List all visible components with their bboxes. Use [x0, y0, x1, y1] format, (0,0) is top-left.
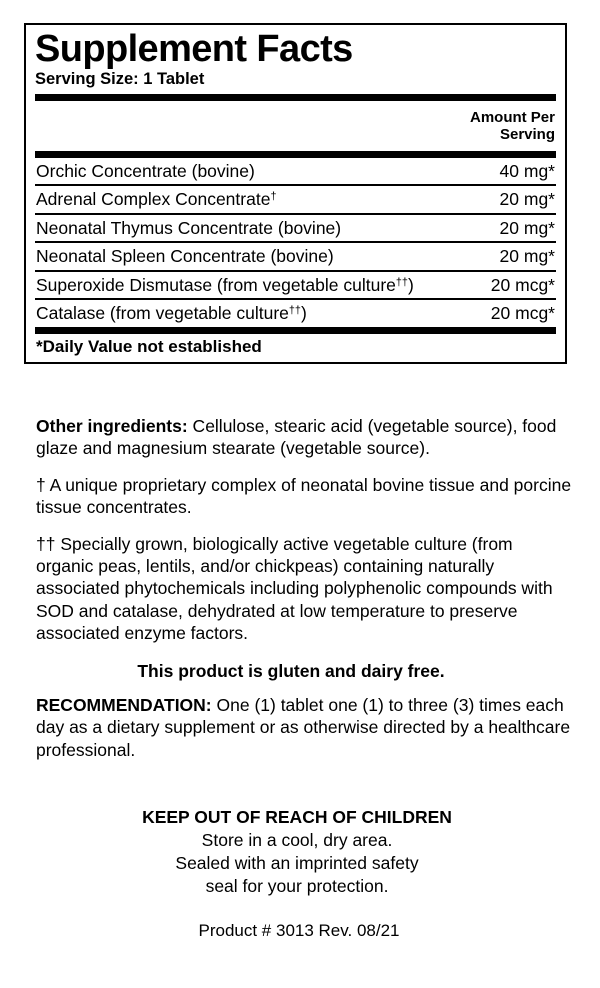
header-blank-cell [35, 101, 460, 151]
product-line-spacer [36, 898, 574, 920]
dagger-footnote-paragraph: † A unique proprietary complex of neonatal bovine tissue and porcine tissue concentrates. [36, 474, 572, 518]
ingredient-name [35, 158, 460, 185]
ingredient-name-text: Adrenal Complex Concentrate [36, 189, 271, 210]
other-ingredients-text: Cellulose, stearic acid (vegetable source), food glaze and magnesium stearate (vegetable source). [36, 416, 557, 459]
ingredient-amount: 20 mcg* [490, 274, 555, 295]
ingredient-name [35, 243, 460, 270]
dagger-marker: † [270, 190, 277, 203]
storage-line-1: Store in a cool, dry area. [201, 829, 393, 850]
daily-value-footnote: *Daily Value not established [36, 336, 262, 356]
recommendation-paragraph [36, 694, 574, 761]
ingredient-name-text: Neonatal Thymus Concentrate (bovine) [36, 217, 342, 238]
ingredient-amount: 40 mg* [499, 160, 555, 181]
label-body-copy [36, 415, 574, 942]
supplement-facts-panel [24, 23, 567, 364]
keep-out-of-reach-heading: KEEP OUT OF REACH OF CHILDREN [142, 807, 452, 828]
rule-under-serving-size [35, 94, 556, 101]
amount-per-serving-header [460, 101, 556, 151]
ingredient-name [35, 272, 460, 299]
table-row [35, 186, 556, 213]
table-row [35, 272, 556, 299]
storage-instructions [36, 829, 574, 898]
ingredient-name-text: Orchic Concentrate (bovine) [36, 160, 255, 181]
ingredient-name-text: Neonatal Spleen Concentrate (bovine) [36, 246, 334, 267]
ingredient-amount: 20 mcg* [490, 303, 555, 324]
rule-under-header [35, 151, 556, 158]
storage-line-2: Sealed with an imprinted safety [175, 852, 419, 873]
double-dagger-marker: †† [288, 304, 301, 317]
ingredient-name-text: Catalase (from vegetable culture [36, 303, 289, 324]
ingredient-name [35, 186, 460, 213]
ingredient-amount: 20 mg* [499, 246, 555, 267]
amount-header-line1: Amount Per [469, 109, 555, 127]
gluten-dairy-free-statement: This product is gluten and dairy free. [137, 660, 445, 681]
ingredient-name [35, 300, 460, 327]
product-number-revision: Product # 3013 Rev. 08/21 [198, 921, 400, 941]
recommendation-text: One (1) tablet one (1) to three (3) times each day as a dietary supplement or as otherwise directed by a healthcare professional. [36, 694, 571, 760]
ingredient-name-tail: ) [300, 303, 307, 324]
recommendation-label: RECOMMENDATION: [36, 694, 212, 715]
page-title: Supplement Facts [35, 28, 353, 70]
table-header-row [35, 101, 556, 151]
table-row [35, 300, 556, 327]
rule-above-daily-value [35, 327, 556, 334]
footer-spacer [36, 776, 574, 806]
nutrition-table [35, 101, 556, 327]
ingredient-amount: 20 mg* [499, 217, 555, 238]
ingredient-name-tail: ) [407, 274, 414, 295]
serving-size-text: Serving Size: 1 Tablet [35, 70, 205, 89]
ingredient-name [35, 215, 460, 242]
amount-header-line2: Serving [499, 126, 555, 143]
table-row [35, 158, 556, 185]
storage-line-3: seal for your protection. [205, 876, 389, 897]
double-dagger-marker: †† [395, 276, 408, 289]
other-ingredients-paragraph [36, 415, 574, 460]
ingredient-amount: 20 mg* [499, 189, 555, 210]
table-row [35, 243, 556, 270]
table-row [35, 215, 556, 242]
other-ingredients-label: Other ingredients: [36, 416, 188, 436]
ingredient-name-text: Superoxide Dismutase (from vegetable culture [36, 274, 396, 295]
double-dagger-footnote-paragraph: †† Specially grown, biologically active vegetable culture (from organic peas, lentils, and/or chickpeas) containing naturally associated phytochemicals including polyphenolic compounds with SOD and catalase, dehydrated at low temperature to preserve associated enzyme factors. [36, 533, 553, 644]
